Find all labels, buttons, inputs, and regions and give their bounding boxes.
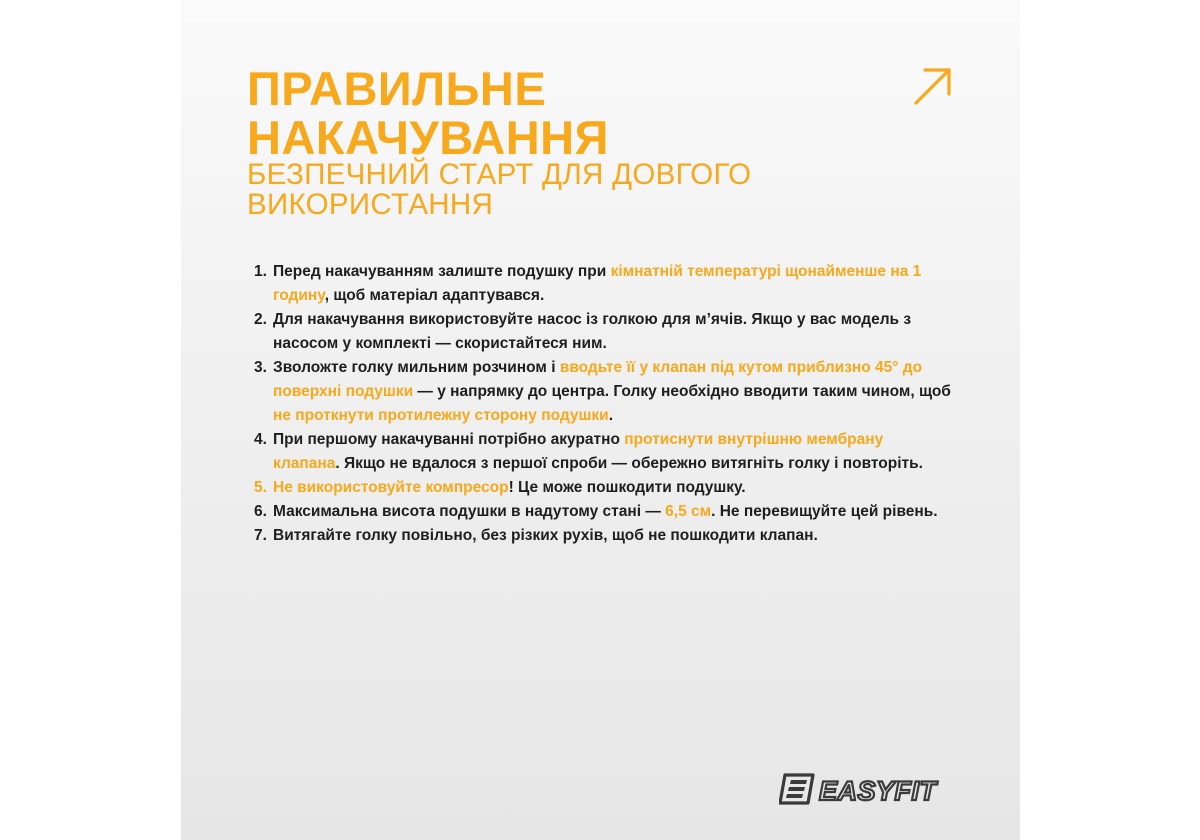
step-number: 3. (254, 359, 267, 376)
list-item (254, 500, 954, 524)
step-text: — у напрямку до центра. Голку необхідно вводити таким чином, щоб (413, 383, 951, 400)
step-text: Зволожте голку мильним розчином і (273, 359, 560, 376)
page-title: ПРАВИЛЬНЕ НАКАЧУВАННЯ (247, 62, 609, 164)
step-text: При першому накачуванні потрібно акуратно (273, 431, 625, 448)
step-text: Для накачування використовуйте насос із голкою для м’ячів. Якщо у вас модель з насосом у комплекті — скористайтеся ним. (273, 311, 912, 352)
list-item (254, 356, 954, 428)
highlighted-text: 6,5 см (665, 503, 712, 520)
easyfit-logo (779, 772, 951, 806)
step-text: . Якщо не вдалося з першої спроби — обережно витягніть голку і повторіть. (335, 455, 923, 472)
step-text: , щоб матеріал адаптувався. (324, 287, 545, 304)
step-text: Перед накачуванням залиште подушку при (273, 263, 611, 280)
step-text: ! Це може пошкодити подушку. (508, 479, 746, 496)
instruction-card (181, 0, 1020, 840)
step-number: 4. (254, 431, 267, 448)
list-item (254, 308, 954, 356)
step-number: 7. (254, 527, 267, 544)
step-number: 6. (254, 503, 267, 520)
step-text: . Не перевищуйте цей рівень. (711, 503, 938, 520)
highlighted-text: вводьте її у клапан під кутом приблизно 45° до поверхні подушки (273, 359, 923, 400)
highlighted-text: Не використовуйте компресор (273, 479, 509, 496)
step-number: 1. (254, 263, 267, 280)
step-text: . (608, 407, 614, 424)
logo-text: EASYFIT (819, 776, 937, 806)
step-text: Максимальна висота подушки в надутому стані — (273, 503, 666, 520)
list-item (254, 428, 954, 476)
step-number: 5. (254, 479, 267, 496)
page-subtitle: БЕЗПЕЧНИЙ СТАРТ ДЛЯ ДОВГОГО ВИКОРИСТАННЯ (247, 158, 752, 221)
highlighted-text: кімнатній температурі щонайменше на 1 годину (273, 263, 922, 304)
list-item (254, 524, 954, 548)
highlighted-text: протиснути внутрішню мембрану клапана (273, 431, 884, 472)
arrow-up-right-icon (913, 66, 953, 106)
steps-list (254, 260, 954, 548)
list-item (254, 260, 954, 308)
highlighted-text: не проткнути протилежну сторону подушки (273, 407, 609, 424)
step-text: Витягайте голку повільно, без різких рухів, щоб не пошкодити клапан. (273, 527, 818, 544)
list-item (254, 476, 954, 500)
step-number: 2. (254, 311, 267, 328)
